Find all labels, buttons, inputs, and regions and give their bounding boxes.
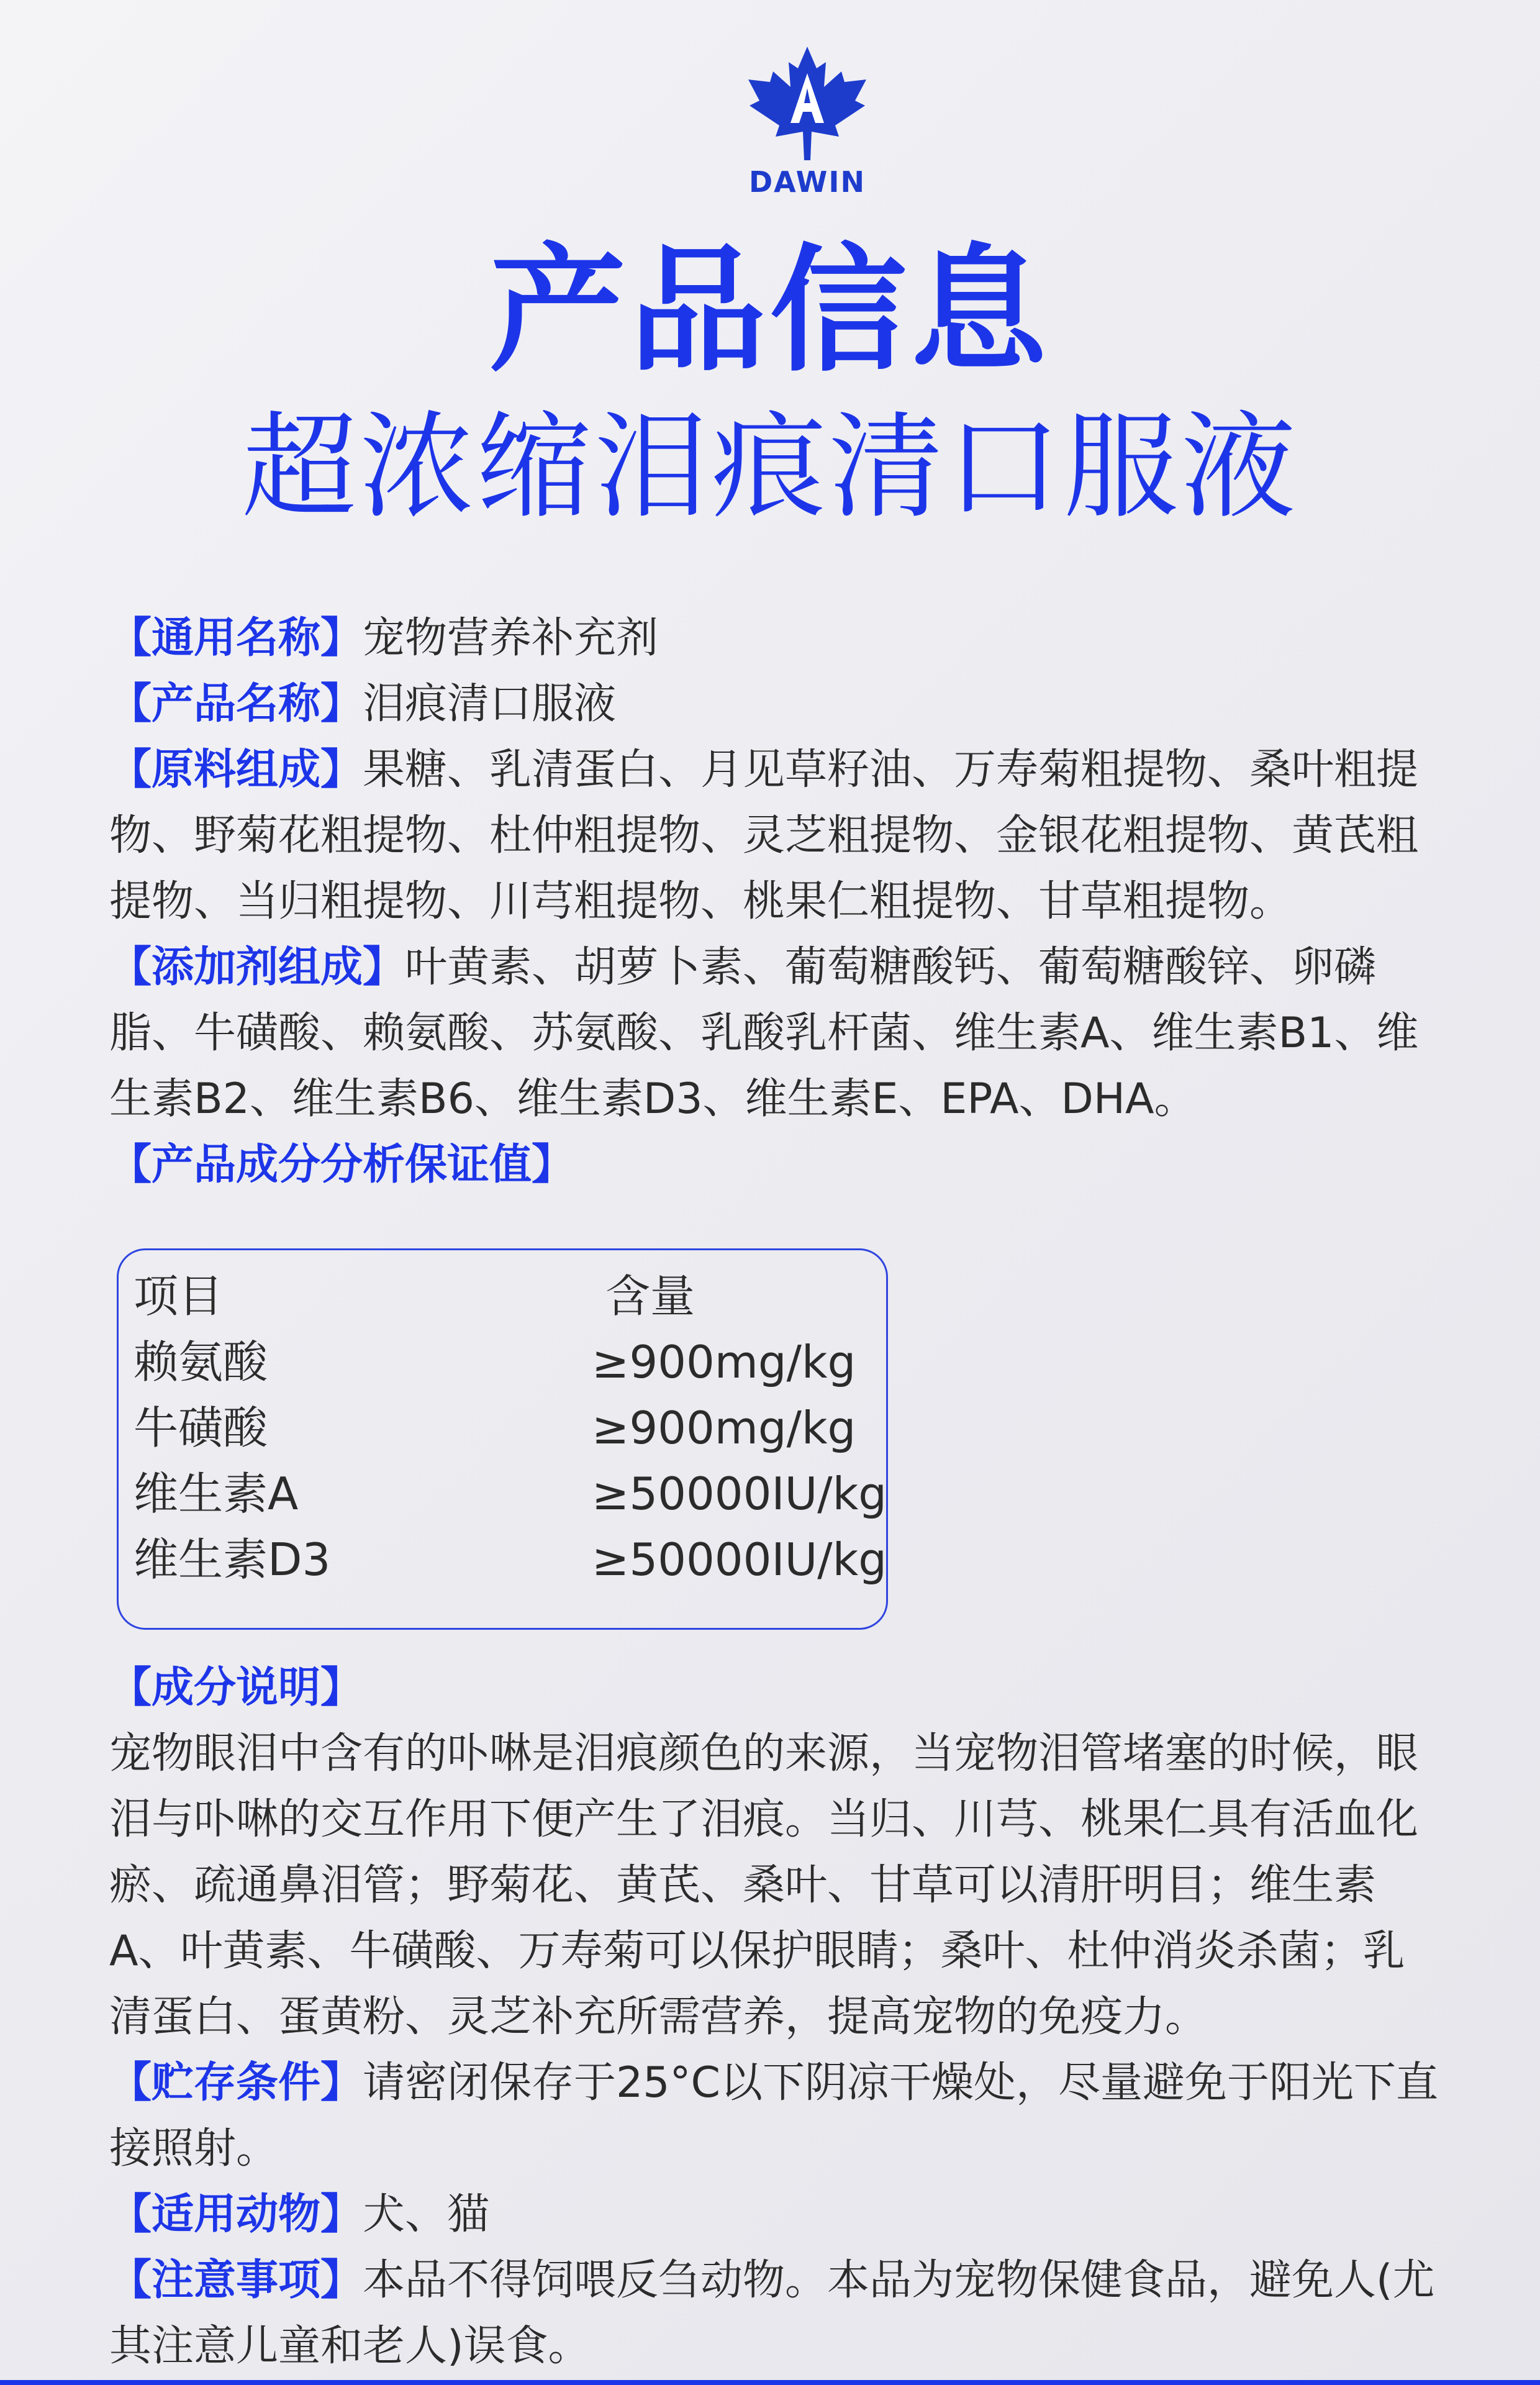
analysis-heading xyxy=(109,1132,1444,1198)
table-cell-item: 维生素A xyxy=(134,1468,299,1520)
description-label: 【成分说明】 xyxy=(109,1663,363,1712)
table-cell-item: 赖氨酸 xyxy=(134,1336,268,1388)
animals-value: 犬、猫 xyxy=(363,2190,490,2239)
table-cell-item: 维生素D3 xyxy=(134,1533,331,1586)
page-title: 产品信息 xyxy=(489,231,1051,390)
ingredients-line xyxy=(109,737,1444,935)
table-cell-content: ≥50000IU/kg xyxy=(592,1468,887,1520)
generic-name-line xyxy=(109,606,1444,671)
generic-name-value: 宠物营养补充剂 xyxy=(363,614,659,663)
caution-line xyxy=(109,2248,1444,2379)
generic-name-label: 【通用名称】 xyxy=(109,614,363,663)
description-line xyxy=(109,1655,1444,1721)
additives-line xyxy=(109,935,1444,1132)
storage-label: 【贮存条件】 xyxy=(109,2058,363,2107)
caution-label: 【注意事项】 xyxy=(109,2256,363,2305)
animals-line xyxy=(109,2182,1444,2248)
product-name-value: 泪痕清口服液 xyxy=(363,679,617,729)
brand-name: DAWIN xyxy=(748,165,866,199)
table-header-item: 项目 xyxy=(134,1270,224,1322)
additives-label: 【添加剂组成】 xyxy=(109,943,405,992)
product-name-line xyxy=(109,671,1444,737)
product-info xyxy=(109,606,1444,1198)
animals-label: 【适用动物】 xyxy=(109,2190,363,2239)
ingredients-label: 【原料组成】 xyxy=(109,745,363,794)
brand-logo xyxy=(733,43,882,199)
table-cell-content: ≥50000IU/kg xyxy=(592,1533,887,1586)
table-cell-content: ≥900mg/kg xyxy=(592,1336,856,1388)
product-notes xyxy=(109,1655,1444,2379)
maple-leaf-icon xyxy=(742,43,872,161)
description-text: 宠物眼泪中含有的卟啉是泪痕颜色的来源，当宠物泪管堵塞的时候，眼泪与卟啉的交互作用下便产生了泪痕。当归、川芎、桃果仁具有活血化瘀、疏通鼻泪管；野菊花、黄芪、桑叶、甘草可以清肝明目；维生素A、叶黄素、牛磺酸、万寿菊可以保护眼睛；桑叶、杜仲消炎杀菌；乳清蛋白、蛋黄粉、灵芝补充所需营养，提高宠物的免疫力。 xyxy=(109,1729,1419,2042)
table-cell-content: ≥900mg/kg xyxy=(592,1402,856,1454)
analysis-table xyxy=(117,1248,888,1630)
caution-value: 本品不得饲喂反刍动物。本品为宠物保健食品，避免人(尤其注意儿童和老人)误食。 xyxy=(109,2256,1435,2371)
table-cell-item: 牛磺酸 xyxy=(134,1402,268,1454)
analysis-label: 【产品成分分析保证值】 xyxy=(109,1140,574,1189)
storage-value: 请密闭保存于25°C以下阴凉干燥处，尽量避免于阳光下直接照射。 xyxy=(109,2058,1439,2173)
ingredients-value: 果糖、乳清蛋白、月见草籽油、万寿菊粗提物、桑叶粗提物、野菊花粗提物、杜仲粗提物、灵芝粗提物、金银花粗提物、黄芪粗提物、当归粗提物、川芎粗提物、桃果仁粗提物、甘草粗提物。 xyxy=(109,745,1419,926)
product-name-label: 【产品名称】 xyxy=(109,679,363,729)
table-header-content: 含量 xyxy=(605,1270,695,1322)
additives-value: 叶黄素、胡萝卜素、葡萄糖酸钙、葡萄糖酸锌、卵磷脂、牛磺酸、赖氨酸、苏氨酸、乳酸乳杆菌、维生素A、维生素B1、维生素B2、维生素B6、维生素D3、维生素E、EPA、DHA。 xyxy=(109,943,1419,1124)
product-subtitle: 超浓缩泪痕清口服液 xyxy=(242,400,1298,534)
bottom-divider xyxy=(0,2380,1540,2385)
storage-line xyxy=(109,2050,1444,2182)
